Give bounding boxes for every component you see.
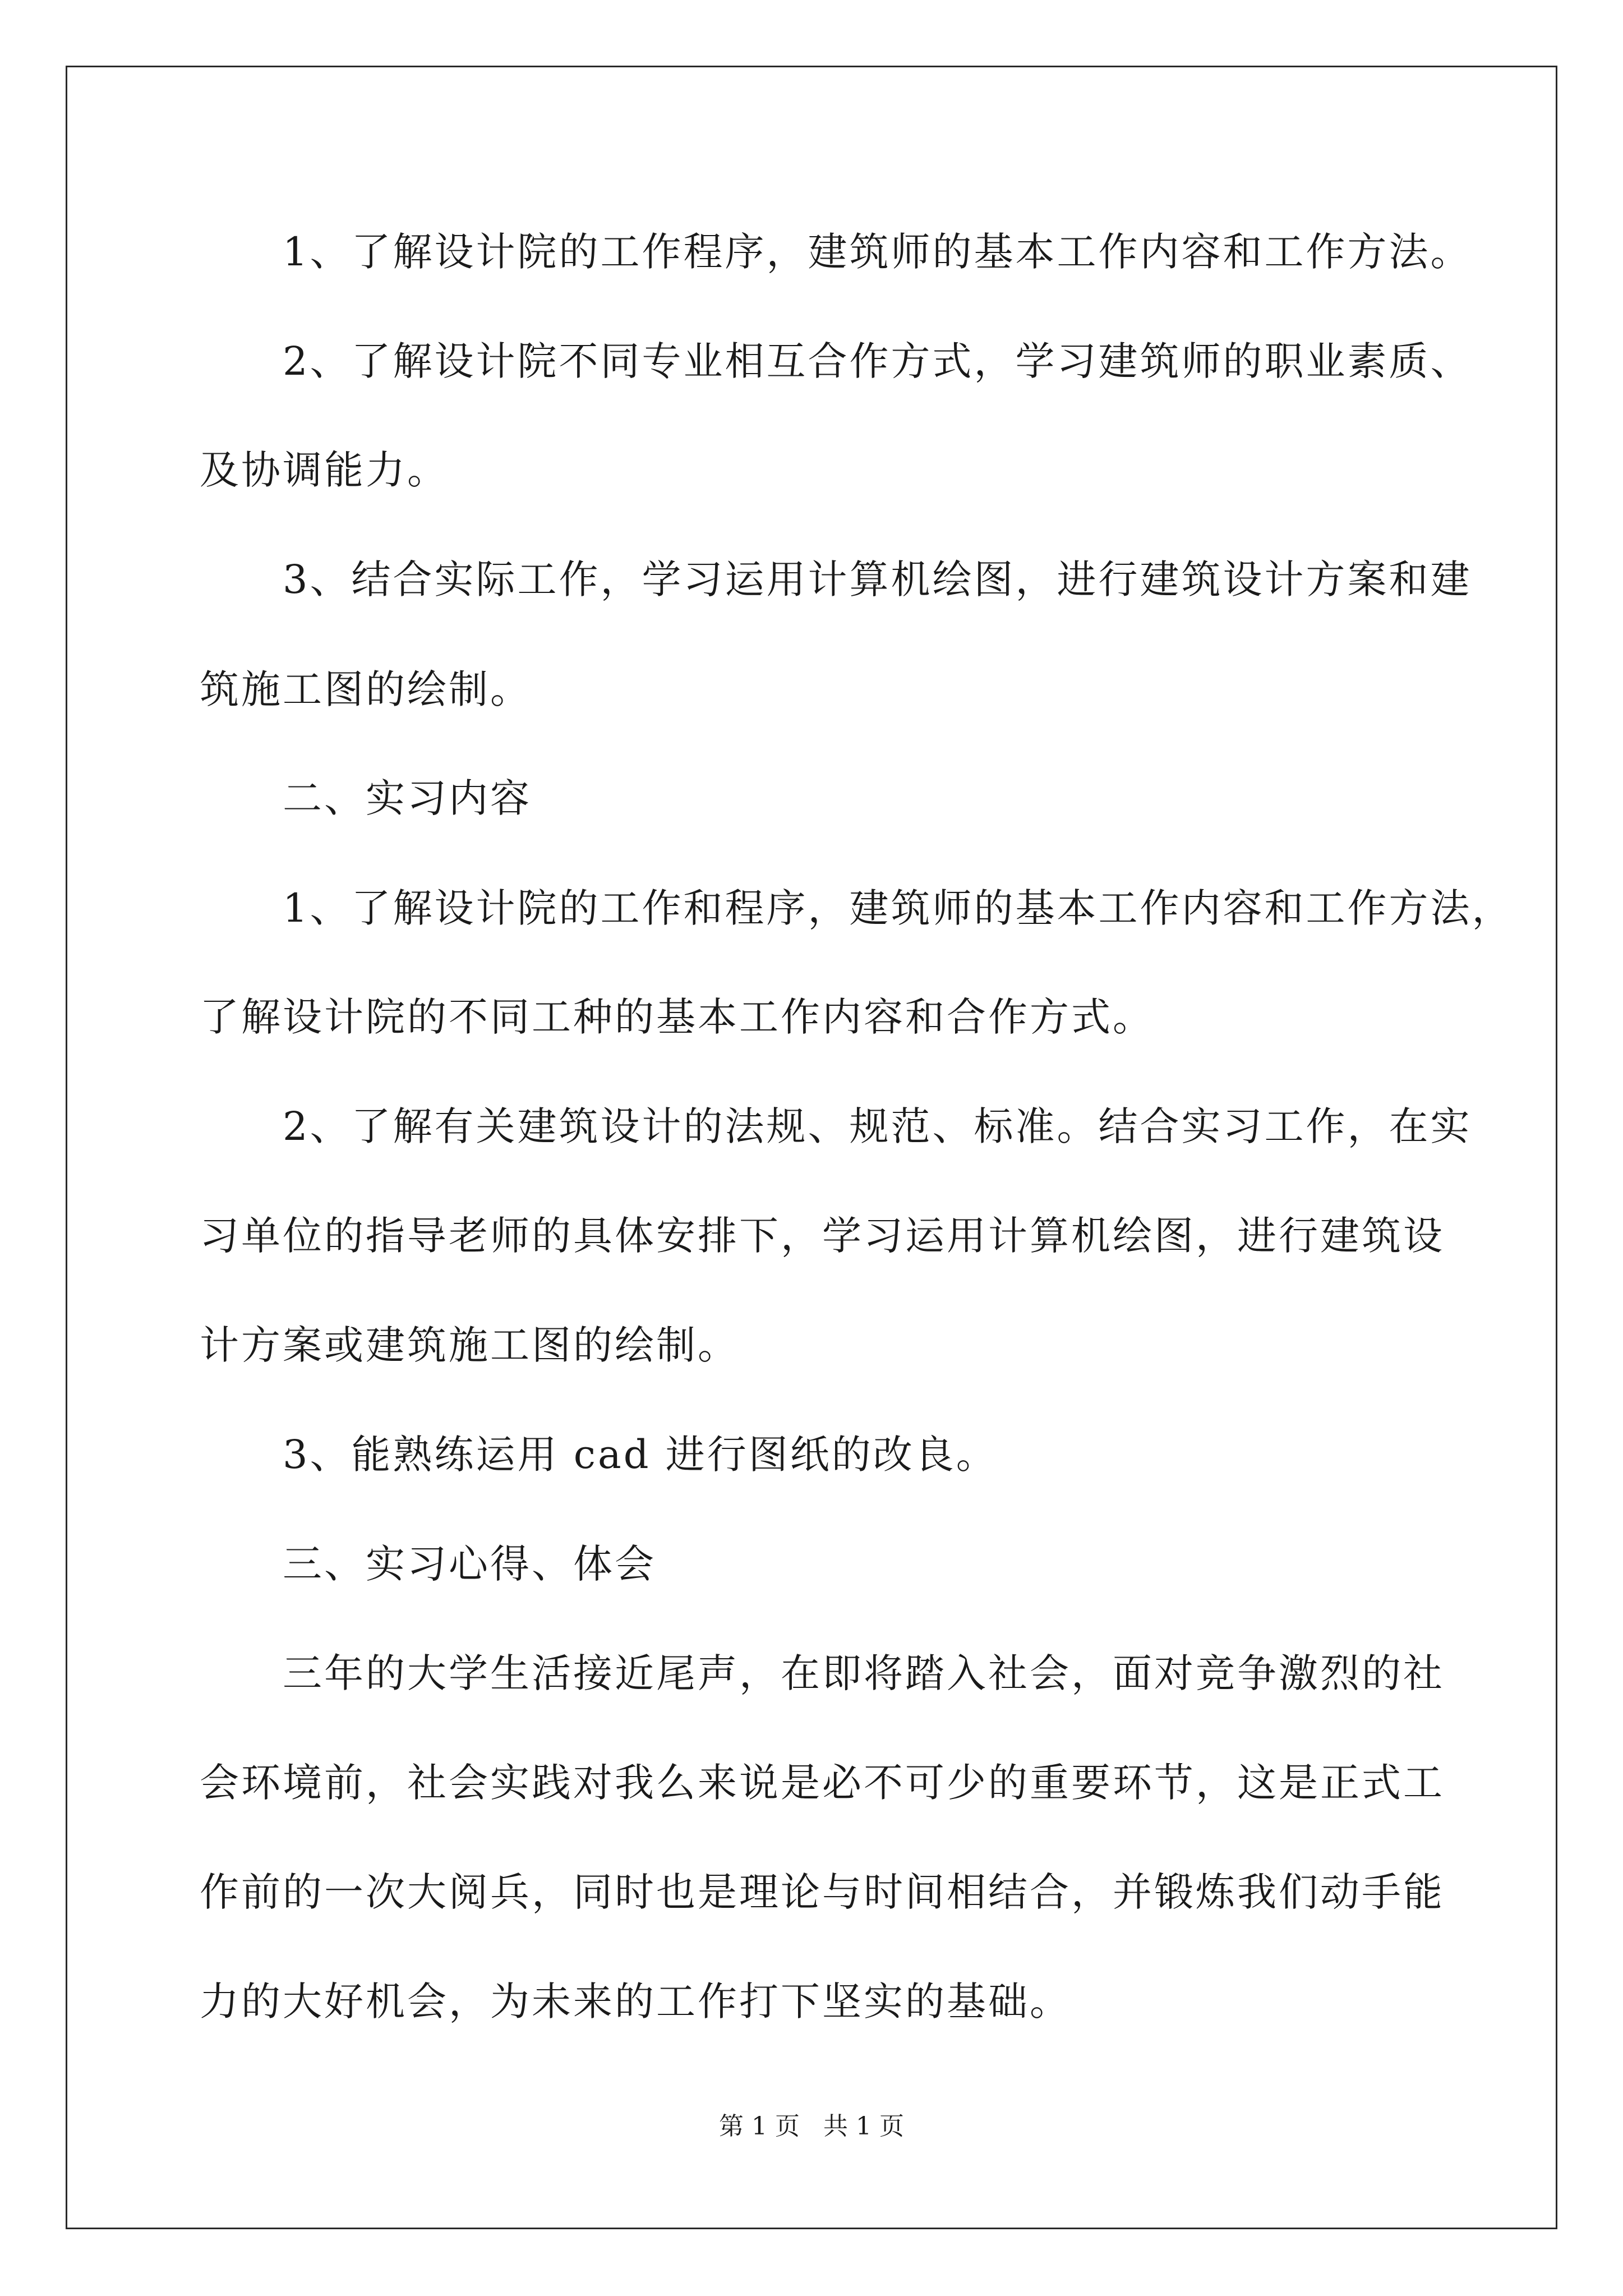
page-footer: 第 1 页 共 1 页 [719, 2112, 904, 2141]
text-line: 2、了解有关建筑设计的法规、规范、标准。结合实习工作，在实 [283, 1103, 1472, 1149]
section-heading: 二、实习内容 [283, 775, 532, 821]
text-line: 筑施工图的绘制。 [200, 666, 532, 712]
text-line: 习单位的指导老师的具体安排下，学习运用计算机绘图，进行建筑设 [200, 1213, 1445, 1259]
text-line: 3、能熟练运用 cad 进行图纸的改良。 [283, 1432, 998, 1478]
text-line: 了解设计院的不同工种的基本工作内容和合作方式。 [200, 994, 1154, 1040]
text-line: 会环境前，社会实践对我么来说是必不可少的重要环节，这是正式工 [200, 1760, 1445, 1806]
text-line: 作前的一次大阅兵，同时也是理论与时间相结合，并锻炼我们动手能 [200, 1869, 1445, 1915]
text-line: 2、了解设计院不同专业相互合作方式，学习建筑师的职业素质、 [283, 338, 1472, 384]
section-heading: 三、实习心得、体会 [283, 1541, 656, 1587]
text-line: 及协调能力。 [200, 447, 449, 493]
text-line: 三年的大学生活接近尾声，在即将踏入社会，面对竞争激烈的社 [283, 1650, 1445, 1696]
text-line: 1、了解设计院的工作和程序，建筑师的基本工作内容和工作方法， [283, 885, 1514, 931]
text-line: 计方案或建筑施工图的绘制。 [200, 1322, 739, 1368]
text-line: 1、了解设计院的工作程序，建筑师的基本工作内容和工作方法。 [283, 229, 1472, 275]
text-line: 3、结合实际工作，学习运用计算机绘图，进行建筑设计方案和建 [283, 556, 1472, 602]
text-line: 力的大好机会，为未来的工作打下坚实的基础。 [200, 1978, 1071, 2024]
